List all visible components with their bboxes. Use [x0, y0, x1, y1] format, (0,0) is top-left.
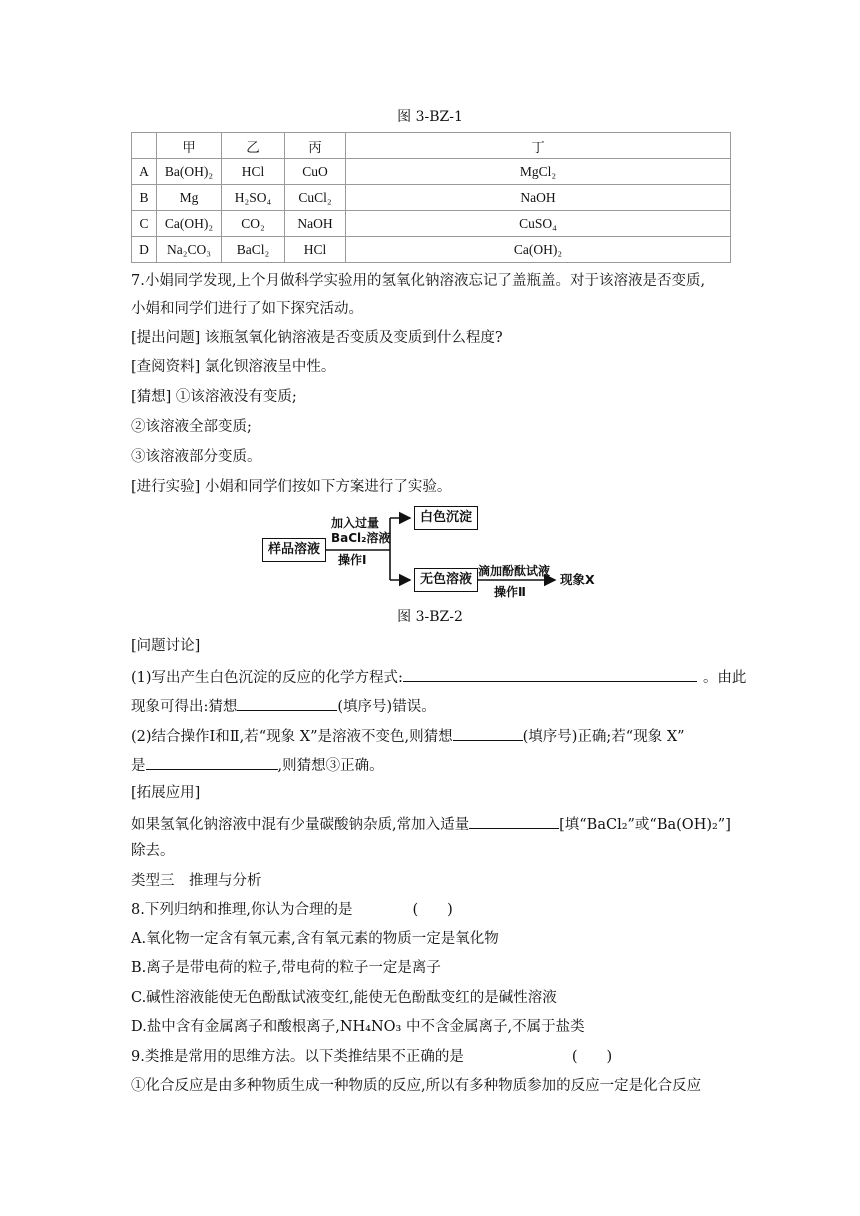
q8-option-a: A.氧化物一定含有氧元素,含有氧元素的物质一定是氧化物: [131, 931, 499, 947]
bacl2-solution-label: BaCl₂溶液: [331, 531, 391, 545]
q8-option-c: C.碱性溶液能使无色酚酞试液变红,能使无色酚酞变红的是碱性溶液: [131, 990, 557, 1006]
phenomenon-x-label: 现象X: [560, 572, 595, 587]
q9-stem: [131, 1047, 612, 1067]
q8-stem: [131, 900, 453, 920]
equation-answer-blank[interactable]: [403, 665, 697, 682]
table-cell: NaOH: [346, 185, 731, 211]
discussion-1-text-2: 现象可得出:猜想: [131, 699, 238, 715]
table-header-cell: 丙: [285, 133, 346, 159]
discussion-2-text-3: 是: [131, 758, 146, 774]
phenomenon-x-blank[interactable]: [146, 753, 278, 770]
table-cell: HCl: [222, 159, 285, 185]
table-cell: CuO: [285, 159, 346, 185]
table-row: [132, 159, 731, 185]
table-row: [132, 185, 731, 211]
table-cell: NaOH: [285, 211, 346, 237]
discussion-2-text-4: ,则猜想③正确。: [277, 758, 384, 774]
table-row: [132, 211, 731, 237]
table-header-row: [132, 133, 731, 159]
extend-line-1: [131, 812, 731, 835]
add-phenolphthalein-label: 滴加酚酞试液: [478, 564, 551, 578]
q7-consult-info: [查阅资料] 氯化钡溶液呈中性。: [131, 359, 336, 375]
reagent-blank[interactable]: [469, 812, 559, 829]
white-precipitate-box: 白色沉淀: [414, 506, 478, 530]
operation-2-label: 操作Ⅱ: [494, 585, 526, 599]
figure-2-caption: 图 3-BZ-2: [397, 609, 463, 625]
discussion-2-text-2: (填序号)正确;若“现象 X”: [522, 729, 685, 745]
sample-solution-box: 样品溶液: [262, 538, 326, 562]
q9-stem-text: 9.类推是常用的思维方法。以下类推结果不正确的是: [131, 1049, 464, 1065]
q7-guess-2: ②该溶液全部变质;: [131, 419, 252, 435]
discussion-1-text: (1)写出产生白色沉淀的反应的化学方程式:: [131, 670, 403, 686]
guess-wrong-blank[interactable]: [237, 694, 337, 711]
figure-1-caption: 图 3-BZ-1: [397, 109, 463, 125]
table-cell: CO₂: [222, 211, 285, 237]
table-cell: Ca(OH)₂: [346, 237, 731, 263]
table-cell: H₂SO₄: [222, 185, 285, 211]
discussion-2-text: (2)结合操作Ⅰ和Ⅱ,若“现象 X”是溶液不变色,则猜想: [131, 729, 453, 745]
table-header-cell: [132, 133, 157, 159]
discussion-title: [问题讨论]: [131, 638, 201, 654]
q8-stem-text: 8.下列归纳和推理,你认为合理的是: [131, 902, 353, 918]
table-header-cell: 甲: [157, 133, 222, 159]
q7-guess-3: ③该溶液部分变质。: [131, 449, 262, 465]
discussion-part-2-line-2: [131, 753, 384, 776]
colorless-solution-box: 无色溶液: [414, 568, 478, 592]
q7-experiment: [进行实验] 小娟和同学们按如下方案进行了实验。: [131, 479, 452, 495]
q8-option-b: B.离子是带电荷的粒子,带电荷的粒子一定是离子: [131, 960, 441, 976]
discussion-1-text-end: 。由此: [702, 670, 747, 686]
table-cell: D: [132, 237, 157, 263]
table-cell: A: [132, 159, 157, 185]
options-table: [131, 132, 731, 263]
discussion-1-text-3: (填序号)错误。: [337, 699, 436, 715]
table-cell: Na₂CO₃: [157, 237, 222, 263]
q7-raise-question: [提出问题] 该瓶氢氧化钠溶液是否变质及变质到什么程度?: [131, 330, 503, 346]
q7-stem-line-1: 7.小娟同学发现,上个月做科学实验用的氢氧化钠溶液忘记了盖瓶盖。对于该溶液是否变质,: [131, 273, 706, 289]
operation-1-label: 操作Ⅰ: [338, 553, 367, 567]
table-cell: C: [132, 211, 157, 237]
table-row: [132, 237, 731, 263]
q7-guess-1: [猜想] ①该溶液没有变质;: [131, 389, 297, 405]
extend-text-2: [填“BaCl₂”或“Ba(OH)₂”]: [559, 817, 731, 833]
table-header-cell: 丁: [346, 133, 731, 159]
table-cell: Ba(OH)₂: [157, 159, 222, 185]
table-cell: BaCl₂: [222, 237, 285, 263]
extend-text: 如果氢氧化钠溶液中混有少量碳酸钠杂质,常加入适量: [131, 817, 470, 833]
table-cell: MgCl₂: [346, 159, 731, 185]
table-cell: CuCl₂: [285, 185, 346, 211]
q9-item-1: ①化合反应是由多种物质生成一种物质的反应,所以有多种物质参加的反应一定是化合反应: [131, 1078, 702, 1094]
discussion-part-1-line-2: [131, 694, 436, 717]
guess-correct-blank[interactable]: [453, 724, 523, 741]
discussion-part-2-line-1: [131, 724, 685, 747]
q7-stem-line-2: 小娟和同学们进行了如下探究活动。: [131, 301, 363, 317]
q8-answer-paren[interactable]: ( ): [412, 902, 453, 918]
extend-title: [拓展应用]: [131, 785, 201, 801]
section-type-3-heading: 类型三 推理与分析: [131, 873, 262, 889]
extend-line-2: 除去。: [131, 843, 175, 859]
table-cell: HCl: [285, 237, 346, 263]
q8-option-d: D.盐中含有金属离子和酸根离子,NH₄NO₃ 中不含金属离子,不属于盐类: [131, 1019, 585, 1035]
q9-answer-paren[interactable]: ( ): [571, 1049, 613, 1065]
add-excess-label: 加入过量: [331, 516, 380, 530]
table-cell: Ca(OH)₂: [157, 211, 222, 237]
table-cell: Mg: [157, 185, 222, 211]
table-cell: CuSO₄: [346, 211, 731, 237]
table-cell: B: [132, 185, 157, 211]
table-header-cell: 乙: [222, 133, 285, 159]
discussion-part-1-line-1: [131, 665, 746, 688]
